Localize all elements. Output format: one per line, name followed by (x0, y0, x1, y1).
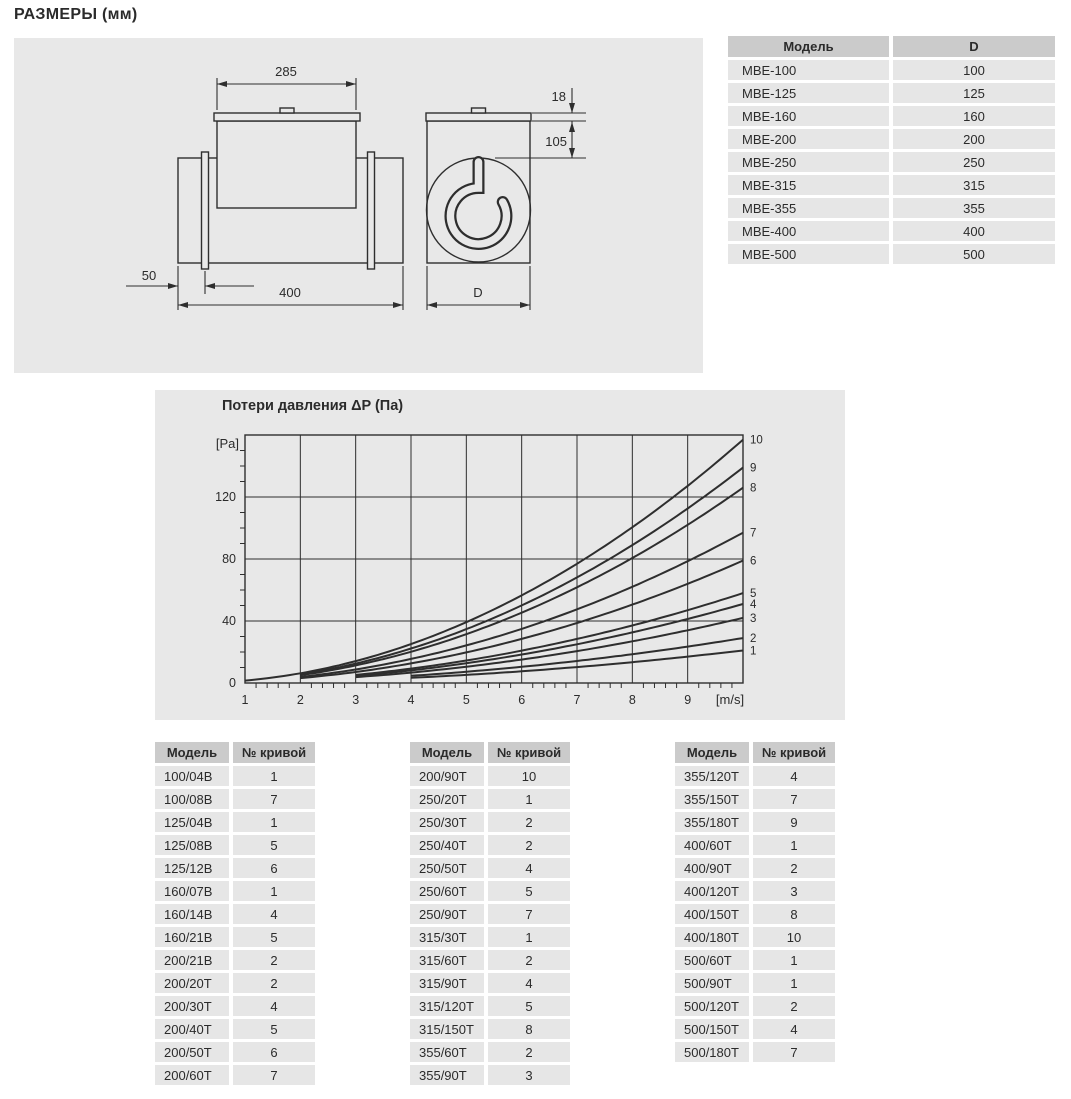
table-cell: 100/04B (155, 766, 229, 786)
table-cell: 250 (893, 152, 1055, 172)
table-row (410, 812, 570, 832)
table-cell: 355/150T (675, 789, 749, 809)
table-row (410, 1019, 570, 1039)
table-cell: 125/04B (155, 812, 229, 832)
x-axis-unit: [m/s] (715, 692, 745, 707)
x-tick-label: 6 (518, 693, 526, 707)
dimension-box-width (217, 64, 356, 110)
table-cell: 500/60T (675, 950, 749, 970)
table-cell: MBE-100 (728, 60, 889, 80)
dimension-flange-offset (126, 268, 254, 294)
table-cell: 1 (488, 789, 570, 809)
table-cell: MBE-250 (728, 152, 889, 172)
table-row (675, 812, 835, 832)
curve-label: 5 (750, 588, 757, 601)
table-cell: MBE-125 (728, 83, 889, 103)
x-tick-label: 3 (352, 693, 360, 707)
curve-label: 3 (750, 612, 757, 625)
curve-label: 1 (750, 645, 757, 658)
table-cell: 400 (893, 221, 1055, 241)
table-cell: 8 (753, 904, 835, 924)
curve-table-3 (671, 739, 839, 1065)
table-row (410, 1065, 570, 1085)
table-cell: 5 (488, 996, 570, 1016)
table-cell: 200/60T (155, 1065, 229, 1085)
table-cell: 250/90T (410, 904, 484, 924)
table-row (155, 835, 315, 855)
table-cell: 355/120T (675, 766, 749, 786)
y-tick-label: 120 (215, 490, 236, 504)
table-row (155, 881, 315, 901)
column-header: Модель (410, 742, 484, 763)
pressure-loss-chart-panel (155, 390, 845, 720)
table-cell: 4 (753, 766, 835, 786)
table-row (675, 881, 835, 901)
table-cell: 160/14B (155, 904, 229, 924)
table-row (155, 927, 315, 947)
table-row (728, 83, 1055, 103)
table-cell: 4 (488, 973, 570, 993)
table-cell: 200 (893, 129, 1055, 149)
table-cell: 500 (893, 244, 1055, 264)
chart-title: Потери давления ΔP (Па) (222, 398, 404, 414)
table-cell: 200/40T (155, 1019, 229, 1039)
table-cell: MBE-160 (728, 106, 889, 126)
column-header: Модель (728, 36, 889, 57)
table-cell: 355/60T (410, 1042, 484, 1062)
table-cell: 5 (488, 881, 570, 901)
x-tick-label: 4 (407, 693, 415, 707)
table-row (675, 835, 835, 855)
table-cell: 400/90T (675, 858, 749, 878)
table-row (155, 973, 315, 993)
table-row (410, 950, 570, 970)
table-cell: 355 (893, 198, 1055, 218)
table-cell: 9 (753, 812, 835, 832)
table-row (728, 106, 1055, 126)
duct-heater-drawing (14, 38, 703, 373)
table-cell: 160/07B (155, 881, 229, 901)
table-cell: 400/180T (675, 927, 749, 947)
table-cell: 2 (488, 950, 570, 970)
svg-text:D: D (473, 285, 483, 300)
table-cell: 4 (753, 1019, 835, 1039)
table-cell: 5 (233, 927, 315, 947)
curve-label: 2 (750, 633, 757, 646)
table-cell: 7 (488, 904, 570, 924)
y-tick-label: 80 (222, 552, 236, 566)
header-row (410, 742, 570, 763)
table-row (410, 904, 570, 924)
table-cell: MBE-315 (728, 175, 889, 195)
x-tick-label: 2 (296, 693, 304, 707)
table-cell: 5 (233, 1019, 315, 1039)
curve-4 (356, 604, 743, 676)
table-cell: MBE-355 (728, 198, 889, 218)
svg-text:285: 285 (275, 64, 297, 79)
y-tick-label: 0 (229, 676, 236, 690)
table-cell: 2 (753, 858, 835, 878)
table-cell: 160 (893, 106, 1055, 126)
header-row (155, 742, 315, 763)
table-row (410, 1042, 570, 1062)
table-cell: 8 (488, 1019, 570, 1039)
table-cell: 200/21B (155, 950, 229, 970)
table-cell: 500/180T (675, 1042, 749, 1062)
column-header: Модель (155, 742, 229, 763)
svg-text:18: 18 (551, 89, 566, 104)
table-cell: MBE-400 (728, 221, 889, 241)
table-cell: 7 (753, 789, 835, 809)
curve-table-2 (406, 739, 574, 1088)
table-cell: 3 (488, 1065, 570, 1085)
table-row (155, 950, 315, 970)
table-cell: 4 (233, 904, 315, 924)
table-row (155, 1065, 315, 1085)
table-row (155, 1042, 315, 1062)
table-cell: MBE-200 (728, 129, 889, 149)
table-cell: 400/150T (675, 904, 749, 924)
table-row (728, 198, 1055, 218)
table-row (410, 881, 570, 901)
table-cell: 500/150T (675, 1019, 749, 1039)
column-header: № кривой (488, 742, 570, 763)
table-cell: 1 (233, 812, 315, 832)
table-cell: 2 (233, 973, 315, 993)
front-view (426, 108, 531, 263)
table-row (675, 996, 835, 1016)
table-cell: 1 (753, 973, 835, 993)
table-row (728, 129, 1055, 149)
table-row (728, 60, 1055, 80)
curve-label: 8 (750, 482, 757, 495)
table-cell: 100 (893, 60, 1055, 80)
curve-table-1 (151, 739, 319, 1088)
table-row (410, 766, 570, 786)
curve-label: 6 (750, 555, 757, 568)
table-row (675, 858, 835, 878)
table-cell: 355/180T (675, 812, 749, 832)
table-cell: 250/50T (410, 858, 484, 878)
table-cell: 200/20T (155, 973, 229, 993)
pressure-loss-chart (155, 390, 845, 720)
table-row (155, 996, 315, 1016)
curve-label: 4 (750, 598, 757, 611)
y-tick-label: 40 (222, 614, 236, 628)
table-row (728, 175, 1055, 195)
table-row (410, 835, 570, 855)
table-cell: 250/30T (410, 812, 484, 832)
table-cell: 2 (753, 996, 835, 1016)
table-cell: 1 (753, 835, 835, 855)
table-cell: 2 (488, 835, 570, 855)
curve-10 (245, 440, 743, 681)
table-cell: 250/40T (410, 835, 484, 855)
table-row (675, 766, 835, 786)
side-view (178, 108, 403, 269)
table-cell: 7 (753, 1042, 835, 1062)
table-cell: 200/90T (410, 766, 484, 786)
table-row (155, 812, 315, 832)
table-cell: 315/60T (410, 950, 484, 970)
table-cell: 250/60T (410, 881, 484, 901)
table-cell: 10 (488, 766, 570, 786)
table-row (728, 221, 1055, 241)
table-cell: 1 (488, 927, 570, 947)
page-title: РАЗМЕРЫ (мм) (14, 6, 138, 23)
table-row (675, 1042, 835, 1062)
table-row (675, 904, 835, 924)
curve-label: 10 (750, 434, 763, 447)
header-row (675, 742, 835, 763)
table-row (675, 789, 835, 809)
table-cell: 10 (753, 927, 835, 947)
column-header: Модель (675, 742, 749, 763)
table-row (155, 766, 315, 786)
table-row (410, 996, 570, 1016)
table-cell: 2 (488, 1042, 570, 1062)
dimension-lid-height (532, 88, 586, 121)
table-cell: 2 (233, 950, 315, 970)
table-row (675, 927, 835, 947)
dimensions-table (724, 33, 1059, 267)
header-row (728, 36, 1055, 57)
table-cell: 1 (233, 881, 315, 901)
table-cell: 315 (893, 175, 1055, 195)
x-tick-label: 1 (241, 693, 249, 707)
table-cell: 315/30T (410, 927, 484, 947)
table-row (155, 789, 315, 809)
table-cell: 2 (488, 812, 570, 832)
y-axis-unit: [Pa] (215, 436, 239, 451)
table-cell: 1 (753, 950, 835, 970)
table-row (675, 973, 835, 993)
table-row (155, 904, 315, 924)
table-row (728, 244, 1055, 264)
table-cell: 125/12B (155, 858, 229, 878)
table-cell: 100/08B (155, 789, 229, 809)
svg-text:50: 50 (141, 268, 157, 283)
x-tick-label: 5 (462, 693, 470, 707)
table-cell: 5 (233, 835, 315, 855)
table-cell: MBE-500 (728, 244, 889, 264)
table-row (155, 1019, 315, 1039)
curve-label: 9 (750, 462, 757, 475)
table-cell: 4 (233, 996, 315, 1016)
table-cell: 200/30T (155, 996, 229, 1016)
table-row (410, 789, 570, 809)
x-tick-label: 7 (573, 693, 581, 707)
table-cell: 200/50T (155, 1042, 229, 1062)
table-cell: 125/08B (155, 835, 229, 855)
table-row (155, 858, 315, 878)
table-cell: 500/120T (675, 996, 749, 1016)
x-tick-label: 9 (684, 693, 692, 707)
table-cell: 315/90T (410, 973, 484, 993)
table-cell: 6 (233, 858, 315, 878)
table-cell: 3 (753, 881, 835, 901)
table-cell: 315/150T (410, 1019, 484, 1039)
svg-text:105: 105 (545, 134, 567, 149)
table-cell: 4 (488, 858, 570, 878)
table-row (675, 950, 835, 970)
column-header: № кривой (753, 742, 835, 763)
table-row (410, 927, 570, 947)
table-cell: 500/90T (675, 973, 749, 993)
column-header: № кривой (233, 742, 315, 763)
x-tick-label: 8 (628, 693, 636, 707)
table-cell: 6 (233, 1042, 315, 1062)
table-cell: 355/90T (410, 1065, 484, 1085)
column-header: D (893, 36, 1055, 57)
table-cell: 7 (233, 789, 315, 809)
table-cell: 400/60T (675, 835, 749, 855)
table-row (728, 152, 1055, 172)
table-row (410, 858, 570, 878)
table-cell: 7 (233, 1065, 315, 1085)
dimension-drawing-panel (14, 38, 703, 373)
dimension-diameter (427, 266, 530, 310)
table-cell: 125 (893, 83, 1055, 103)
svg-text:400: 400 (279, 285, 301, 300)
dimension-box-height (495, 121, 586, 158)
curve-label: 7 (750, 527, 757, 540)
table-cell: 250/20T (410, 789, 484, 809)
table-cell: 1 (233, 766, 315, 786)
table-cell: 315/120T (410, 996, 484, 1016)
table-cell: 400/120T (675, 881, 749, 901)
table-row (675, 1019, 835, 1039)
table-cell: 160/21B (155, 927, 229, 947)
table-row (410, 973, 570, 993)
heating-element-icon (450, 162, 506, 244)
